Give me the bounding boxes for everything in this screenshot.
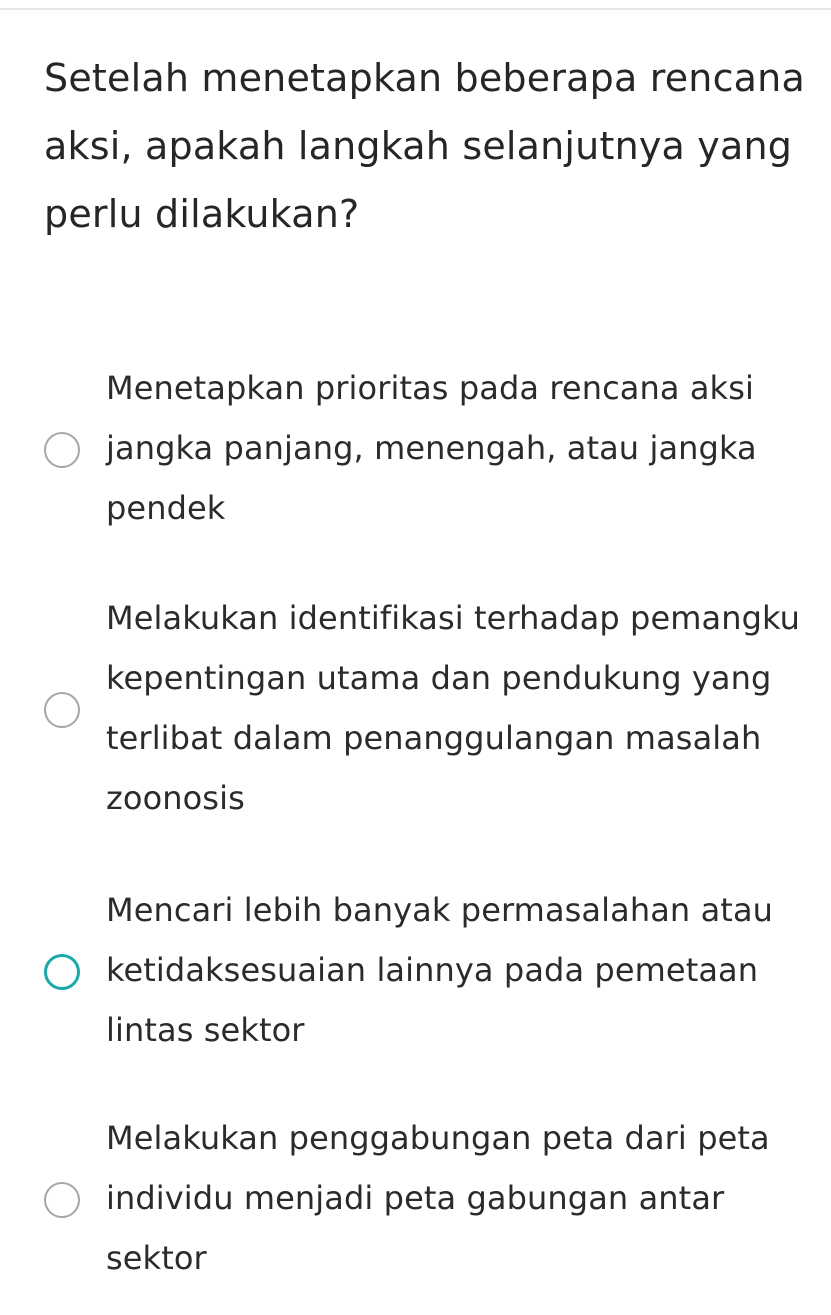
radio-button-icon[interactable] (44, 432, 80, 468)
answer-option-label: Melakukan identifikasi terhadap pemangku kepentingan utama dan pendukung yang terlibat dalam penanggulangan masalah zoonosis (106, 599, 801, 817)
answer-option-1[interactable] (0, 358, 831, 538)
answer-option-label: Menetapkan prioritas pada rencana aksi jangka panjang, menengah, atau jangka pendek (106, 369, 757, 527)
answer-option-3[interactable] (0, 880, 831, 1060)
answer-option-label: Melakukan penggabungan peta dari peta individu menjadi peta gabungan antar sektor (106, 1119, 770, 1277)
radio-button-icon[interactable] (44, 692, 80, 728)
answer-option-label: Mencari lebih banyak permasalahan atau ketidaksesuaian lainnya pada pemetaan lintas sektor (106, 891, 774, 1049)
answer-option-4[interactable] (0, 1108, 831, 1288)
question-text: Setelah menetapkan beberapa rencana aksi, apakah langkah selanjutnya yang perlu dilakukan? (44, 56, 805, 236)
top-divider (0, 8, 831, 10)
radio-button-icon[interactable] (44, 954, 80, 990)
answer-option-2[interactable] (0, 588, 831, 828)
radio-button-icon[interactable] (44, 1182, 80, 1218)
